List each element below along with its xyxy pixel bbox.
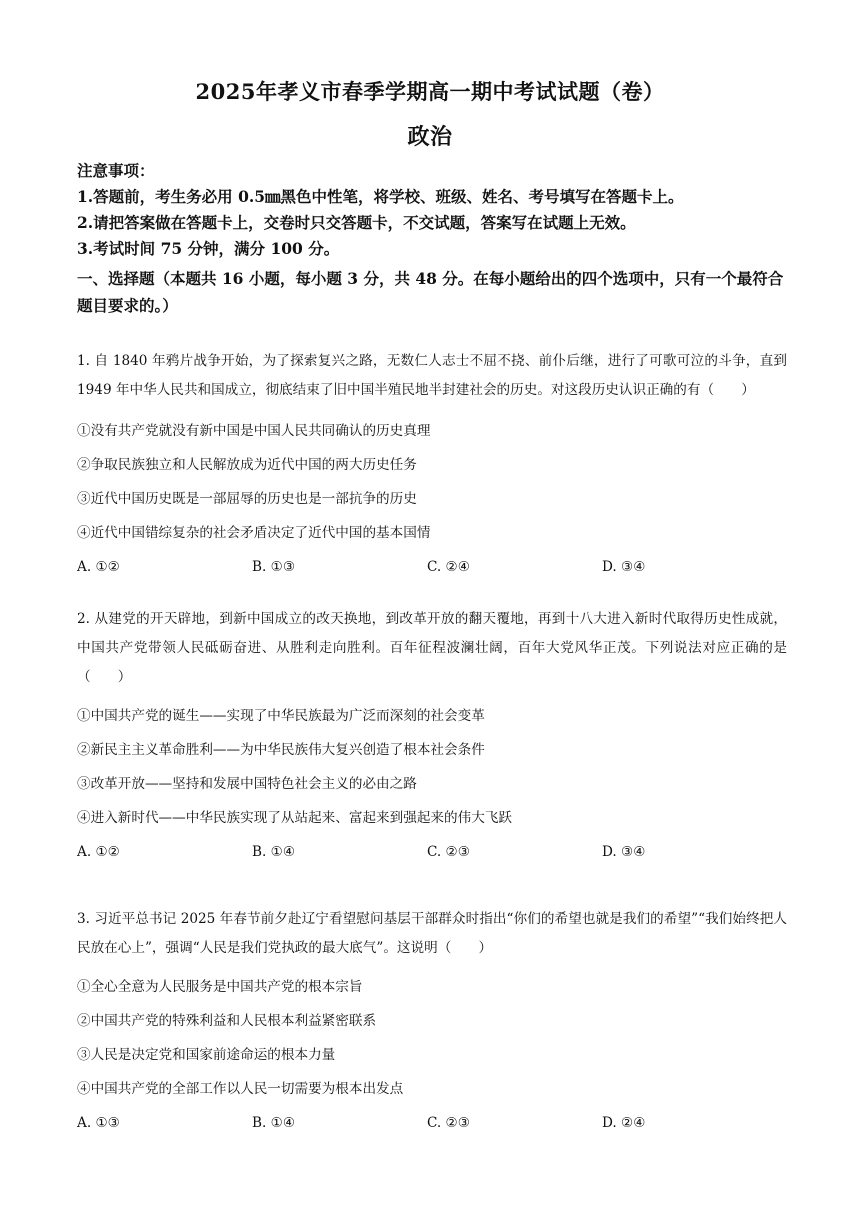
choice-a: A. ①③ [77, 1115, 120, 1131]
question-stem: 1. 自 1840 年鸦片战争开始，为了探索复兴之路，无数仁人志士不屈不挠、前仆后继，进行了可歌可泣的斗争，直到 1949 年中华人民共和国成立，彻底结束了旧中国半殖民地半封建社会的历史。对这段历史认识正确的有（ ） [77, 353, 787, 398]
statement-option: ②争取民族独立和人民解放成为近代中国的两大历史任务 [77, 457, 417, 473]
choice-c: C. ②③ [427, 844, 470, 860]
statement-option: ①中国共产党的诞生——实现了中华民族最为广泛而深刻的社会变革 [77, 708, 485, 724]
question-1 [77, 347, 787, 577]
choice-c: C. ②④ [427, 559, 470, 575]
subject-title: 政治 [407, 124, 453, 150]
question-2 [77, 605, 787, 862]
section-heading: 一、选择题（本题共 16 小题，每小题 3 分，共 48 分。在每小题给出的四个选项中，只有一个最符合题目要求的。） [77, 269, 784, 315]
exam-title: 2025年孝义市春季学期高一期中考试试题（卷） [195, 79, 665, 104]
question-stem: 3. 习近平总书记 2025 年春节前夕赴辽宁看望慰问基层干部群众时指出“你们的希望也就是我们的希望”“我们始终把人民放在心上”，强调“人民是我们党执政的最大底气”。这说明（ ） [77, 911, 787, 956]
choice-c: C. ②③ [427, 1115, 470, 1131]
statement-option: ③改革开放——坚持和发展中国特色社会主义的必由之路 [77, 776, 417, 792]
statement-option: ①没有共产党就没有新中国是中国人民共同确认的历史真理 [77, 423, 431, 439]
question-stem: 2. 从建党的开天辟地，到新中国成立的改天换地，到改革开放的翻天覆地，再到十八大进入新时代取得历史性成就，中国共产党带领人民砥砺奋进、从胜利走向胜利。百年征程波澜壮阔，百年大党风华正茂。下列说法对应正确的是（ ） [77, 611, 787, 685]
answer-choices [77, 842, 787, 862]
statement-option: ④进入新时代——中华民族实现了从站起来、富起来到强起来的伟大飞跃 [77, 810, 512, 826]
notice-item: 3.考试时间 75 分钟，满分 100 分。 [77, 239, 340, 258]
choice-d: D. ③④ [602, 844, 646, 860]
choice-a: A. ①② [77, 559, 120, 575]
notice-item: 2.请把答案做在答题卡上，交卷时只交答题卡，不交试题，答案写在试题上无效。 [77, 213, 636, 232]
statement-option: ③近代中国历史既是一部屈辱的历史也是一部抗争的历史 [77, 491, 417, 507]
answer-choices [77, 557, 787, 577]
statement-option: ④中国共产党的全部工作以人民一切需要为根本出发点 [77, 1081, 404, 1097]
question-3 [77, 905, 787, 1133]
choice-a: A. ①② [77, 844, 120, 860]
choice-b: B. ①④ [252, 844, 296, 860]
notice-heading: 注意事项： [77, 161, 155, 180]
choice-b: B. ①③ [252, 559, 296, 575]
notice-item: 1.答题前，考生务必用 0.5㎜黑色中性笔，将学校、班级、姓名、考号填写在答题卡上。 [77, 187, 684, 206]
statement-option: ②中国共产党的特殊利益和人民根本利益紧密联系 [77, 1013, 377, 1029]
answer-choices [77, 1113, 787, 1133]
choice-b: B. ①④ [252, 1115, 296, 1131]
notice-block [77, 158, 792, 262]
choice-d: D. ②④ [602, 1115, 646, 1131]
choice-d: D. ③④ [602, 559, 646, 575]
statement-option: ①全心全意为人民服务是中国共产党的根本宗旨 [77, 979, 363, 995]
statement-option: ④近代中国错综复杂的社会矛盾决定了近代中国的基本国情 [77, 525, 431, 541]
statement-option: ③人民是决定党和国家前途命运的根本力量 [77, 1047, 336, 1063]
statement-option: ②新民主主义革命胜利——为中华民族伟大复兴创造了根本社会条件 [77, 742, 485, 758]
